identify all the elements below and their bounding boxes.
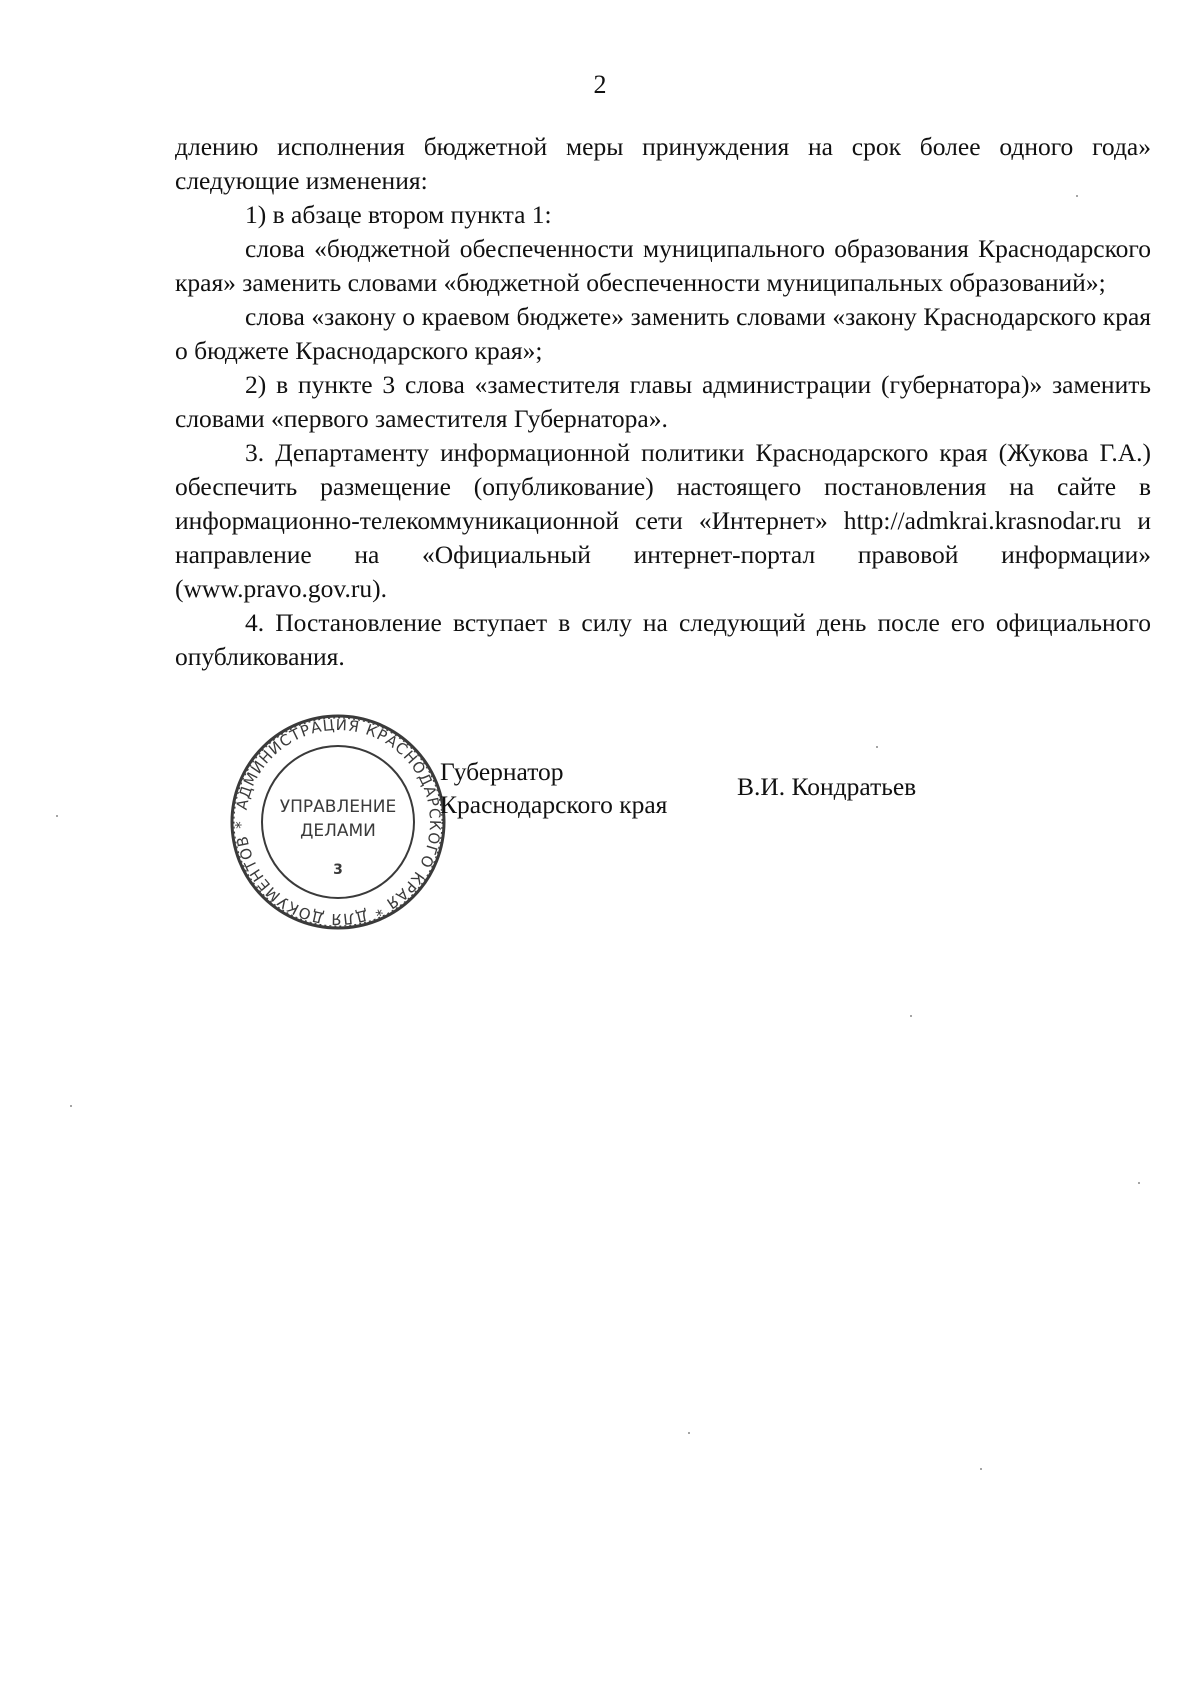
paragraph: 2) в пункте 3 слова «заместителя главы администрации (губернатора)» заменить словами «первого заместителя Губернатора». xyxy=(175,370,1151,433)
paragraph: слова «закону о краевом бюджете» заменить словами «закону Краснодарского края о бюджете Краснодарского края»; xyxy=(175,302,1151,365)
scan-speck xyxy=(1138,1182,1140,1184)
signer-title-line1: Губернатор xyxy=(440,757,564,786)
scan-speck xyxy=(980,1468,982,1470)
paragraph: длению исполнения бюджетной меры принуждения на срок более одного года» следующие изменения: xyxy=(175,132,1151,195)
stamp-number: 3 xyxy=(333,862,343,878)
scan-speck xyxy=(56,815,58,817)
stamp-outer-text: АДМИНИСТРАЦИЯ КРАСНОДАРСКОГО КРАЯ * ДЛЯ ДОКУМЕНТОВ * xyxy=(231,715,445,929)
scan-speck xyxy=(688,1432,690,1434)
stamp-inner-line2: ДЕЛАМИ xyxy=(300,821,376,841)
stamp-inner-line1: УПРАВЛЕНИЕ xyxy=(279,797,397,817)
document-body xyxy=(175,130,1151,674)
paragraph: 3. Департаменту информационной политики Краснодарского края (Жукова Г.А.) обеспечить размещение (опубликование) настоящего постановления на сайте в информационно-телекоммуникационной сети «Интернет» http://admkrai.krasnodar.ru и направление на «Официальный интернет-портал правовой информации» (www.pravo.gov.ru). xyxy=(175,438,1151,603)
paragraph: слова «бюджетной обеспеченности муниципального образования Краснодарского края» заменить словами «бюджетной обеспеченности муниципальных образований»; xyxy=(175,234,1151,297)
scan-speck xyxy=(910,1015,912,1017)
signer-title-line2: Краснодарского края xyxy=(440,790,668,819)
official-stamp xyxy=(228,712,448,932)
scan-speck xyxy=(1076,195,1078,197)
scan-speck xyxy=(70,1105,72,1107)
paragraph: 4. Постановление вступает в силу на следующий день после его официального опубликования. xyxy=(175,608,1151,671)
signature-block xyxy=(440,755,667,821)
signer-name: В.И. Кондратьев xyxy=(737,772,917,801)
paragraph: 1) в абзаце втором пункта 1: xyxy=(245,200,552,229)
scan-speck xyxy=(876,746,878,748)
page-number: 2 xyxy=(593,70,607,99)
